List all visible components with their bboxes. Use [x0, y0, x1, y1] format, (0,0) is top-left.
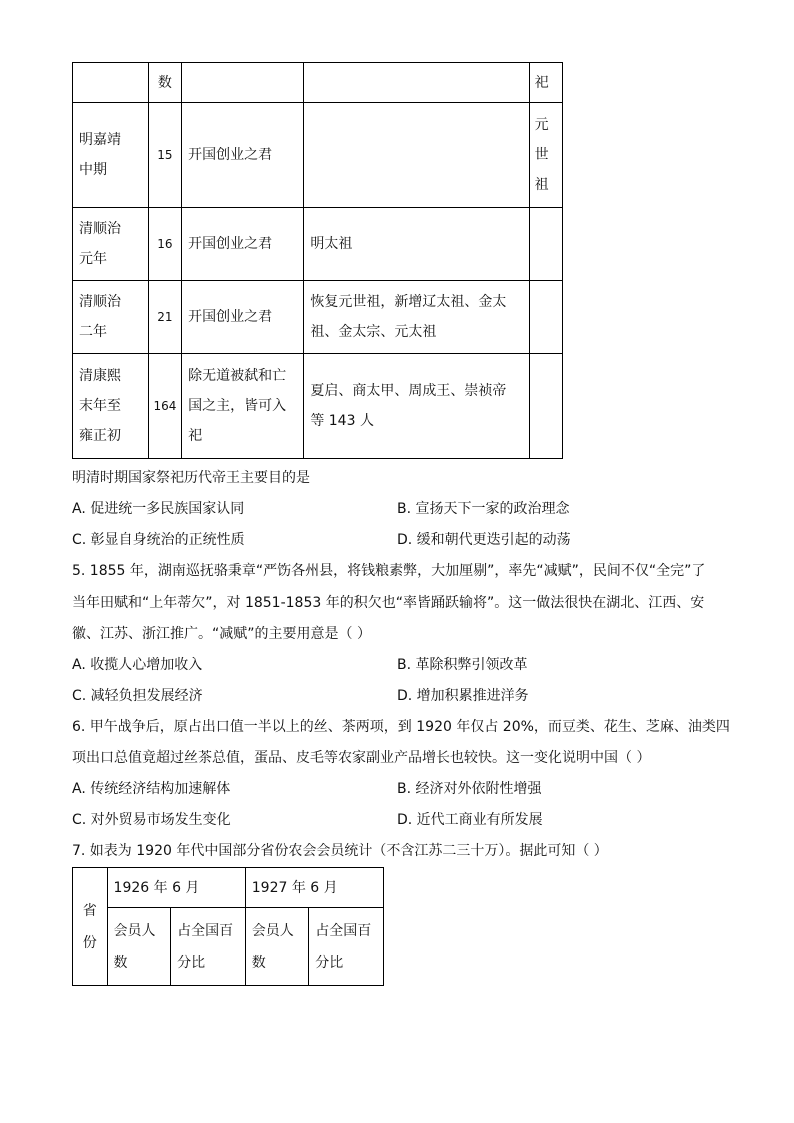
q4-option-c[interactable]: C. 彰显自身统治的正统性质 — [72, 532, 245, 548]
note-cell — [529, 103, 562, 208]
cell-line: 会员人 — [113, 922, 156, 939]
cell-line: 末年至 — [79, 398, 121, 414]
percent-header — [171, 908, 246, 986]
cell-line: 省 — [82, 902, 97, 919]
change-cell — [304, 103, 529, 208]
cell-line: 清顺治 — [79, 294, 121, 310]
criterion-cell — [182, 208, 304, 281]
members-header — [107, 908, 171, 986]
cell-line: 世 — [534, 147, 549, 163]
cell-line: 除无道被弑和亡 — [188, 368, 287, 384]
date-header: 1926 年 6 月 — [107, 868, 245, 908]
cell-line: 开国创业之君 — [188, 309, 273, 325]
cell-line: 元年 — [79, 251, 107, 267]
cell-line: 祖、金太宗、元太祖 — [310, 324, 437, 340]
q5-option-b[interactable]: B. 革除积弊引领改革 — [397, 657, 528, 673]
count-cell: 164 — [148, 354, 181, 459]
q6-option-c[interactable]: C. 对外贸易市场发生变化 — [72, 812, 231, 828]
cell-line: 会员人 — [251, 922, 294, 939]
q6-stem-line: 项出口总值竟超过丝茶总值，蛋品、皮毛等农家副业产品增长也较快。这一变化说明中国（ ） — [72, 750, 651, 766]
cell-line: 恢复元世祖，新增辽太祖、金太 — [310, 294, 507, 310]
header-cell — [304, 63, 529, 103]
farmer-association-table — [72, 867, 384, 986]
q5-option-d[interactable]: D. 增加积累推进洋务 — [397, 688, 529, 704]
q6-option-d[interactable]: D. 近代工商业有所发展 — [397, 812, 543, 828]
cell-line: 明太祖 — [310, 236, 353, 252]
count-cell: 15 — [148, 103, 181, 208]
cell-line: 明嘉靖 — [79, 132, 121, 148]
province-header — [73, 868, 108, 986]
q5-option-a[interactable]: A. 收揽人心增加收入 — [72, 657, 203, 673]
note-cell — [529, 354, 562, 459]
q4-stem: 明清时期国家祭祀历代帝王主要目的是 — [72, 470, 310, 486]
count-cell: 21 — [148, 281, 181, 354]
table-row — [73, 208, 563, 281]
cell-line: 国之主，皆可入 — [188, 398, 287, 414]
cell-line: 元 — [534, 117, 549, 133]
q6-option-b[interactable]: B. 经济对外依附性增强 — [397, 781, 542, 797]
header-cell: 数 — [148, 63, 181, 103]
cell-line: 开国创业之君 — [188, 236, 273, 252]
header-cell: 祀 — [529, 63, 562, 103]
q5-stem-line: 当年田赋和“上年蒂欠”，对 1851-1853 年的积欠也“率皆踊跃输将”。这一做法很快在湖北、江西、安 — [72, 595, 705, 611]
q6-option-a[interactable]: A. 传统经济结构加速解体 — [72, 781, 231, 797]
cell-line: 二年 — [79, 324, 107, 340]
period-cell — [73, 354, 149, 459]
cell-line: 中期 — [79, 162, 107, 178]
cell-line: 清顺治 — [79, 221, 121, 237]
cell-line: 等 143 人 — [310, 413, 374, 429]
table-row — [73, 354, 563, 459]
cell-line: 祀 — [188, 428, 203, 444]
q4-option-a[interactable]: A. 促进统一多民族国家认同 — [72, 501, 245, 517]
q6-stem-line: 6. 甲午战争后，原占出口值一半以上的丝、茶两项，到 1920 年仅占 20%，而豆类、花生、芝麻、油类四 — [72, 719, 730, 735]
change-cell — [304, 354, 529, 459]
cell-line: 占全国百 — [315, 922, 372, 939]
criterion-cell — [182, 354, 304, 459]
note-cell — [529, 208, 562, 281]
percent-header — [309, 908, 384, 986]
header-cell — [182, 63, 304, 103]
cell-line: 份 — [82, 934, 97, 951]
q5-stem-line: 徽、江苏、浙江推广。“减赋”的主要用意是（ ） — [72, 626, 371, 642]
cell-line: 祖 — [534, 177, 549, 193]
emperor-worship-table — [72, 62, 563, 459]
change-cell — [304, 208, 529, 281]
cell-line: 开国创业之君 — [188, 147, 273, 163]
q4-option-b[interactable]: B. 宣扬天下一家的政治理念 — [397, 501, 570, 517]
cell-line: 清康熙 — [79, 368, 121, 384]
cell-line: 雍正初 — [79, 428, 121, 444]
q7-stem: 7. 如表为 1920 年代中国部分省份农会会员统计（不含江苏二三十万）。据此可知（ ） — [72, 843, 608, 859]
change-cell — [304, 281, 529, 354]
note-cell — [529, 281, 562, 354]
period-cell — [73, 208, 149, 281]
table-row — [73, 281, 563, 354]
cell-line: 夏启、商太甲、周成王、崇祯帝 — [310, 383, 507, 399]
cell-line: 占全国百 — [177, 922, 234, 939]
count-cell: 16 — [148, 208, 181, 281]
q5-stem-line: 5. 1855 年，湖南巡抚骆秉章“严饬各州县，将钱粮素弊，大加厘剔”，率先“减赋”，民间不仅“全完”了 — [72, 563, 706, 579]
cell-line: 数 — [251, 954, 266, 971]
table-row — [73, 868, 384, 908]
criterion-cell — [182, 281, 304, 354]
table-row — [73, 103, 563, 208]
cell-line: 分比 — [315, 954, 344, 971]
period-cell — [73, 103, 149, 208]
cell-line: 分比 — [177, 954, 206, 971]
members-header — [245, 908, 309, 986]
q4-option-d[interactable]: D. 缓和朝代更迭引起的动荡 — [397, 532, 571, 548]
q5-option-c[interactable]: C. 减轻负担发展经济 — [72, 688, 203, 704]
cell-line: 数 — [113, 954, 128, 971]
criterion-cell — [182, 103, 304, 208]
period-cell — [73, 281, 149, 354]
date-header: 1927 年 6 月 — [245, 868, 383, 908]
header-cell — [73, 63, 149, 103]
table-row — [73, 908, 384, 986]
